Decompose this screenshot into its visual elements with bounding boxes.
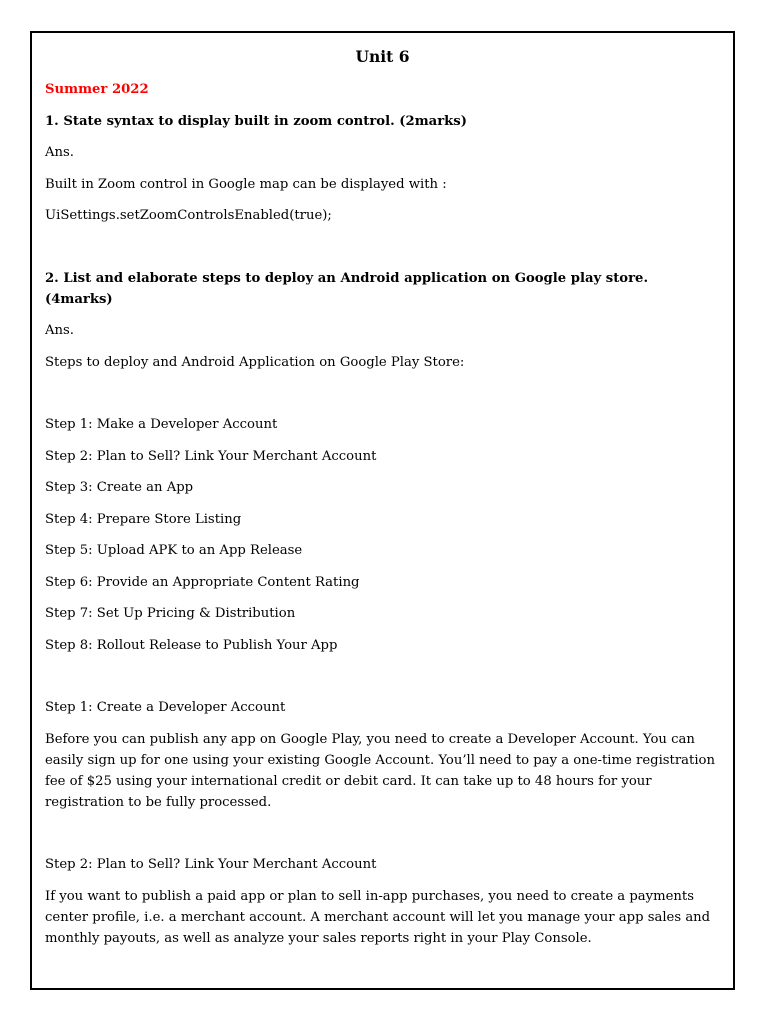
answer-label-1: Ans.: [45, 145, 74, 160]
spacer: [45, 823, 720, 854]
answer-1-code: UiSettings.setZoomControlsEnabled(true);: [45, 208, 332, 223]
question-1: 1. State syntax to display built in zoom control. (2marks): [45, 113, 467, 129]
answer-1-line-1: Built in Zoom control in Google map can be displayed with :: [45, 176, 447, 192]
question-2: 2. List and elaborate steps to deploy an Android application on Google play store. (4marks): [45, 270, 649, 307]
spacer: [45, 237, 720, 268]
list-item: Step 6: Provide an Appropriate Content Rating: [45, 574, 360, 590]
exam-session: Summer 2022: [45, 82, 149, 97]
step-1-heading: Step 1: Create a Developer Account: [45, 700, 286, 715]
document-body: [45, 46, 720, 959]
page-title: Unit 6: [355, 47, 410, 66]
step-2-heading: Step 2: Plan to Sell? Link Your Merchant Account: [45, 857, 377, 872]
spacer: [45, 666, 720, 697]
answer-2-intro: Steps to deploy and Android Application on Google Play Store:: [45, 354, 465, 370]
answer-label-2: Ans.: [45, 323, 74, 338]
list-item: Step 1: Make a Developer Account: [45, 417, 278, 432]
list-item: Step 8: Rollout Release to Publish Your App: [45, 637, 338, 653]
list-item: Step 4: Prepare Store Listing: [45, 511, 242, 527]
list-item: Step 3: Create an App: [45, 480, 194, 495]
list-item: Step 2: Plan to Sell? Link Your Merchant Account: [45, 448, 377, 464]
list-item: Step 5: Upload APK to an App Release: [45, 543, 303, 558]
spacer: [45, 383, 720, 414]
steps-list: [45, 414, 720, 656]
step-1-body: Before you can publish any app on Google Play, you need to create a Developer Account. You can easily sign up for one using your existing Google Account. You’ll need to pay a one-time registration fee of $25 using your international credit or debit card. It can take up to 48 hours for your registration to be fully processed.: [45, 731, 715, 810]
list-item: Step 7: Set Up Pricing & Distribution: [45, 606, 296, 621]
step-2-body: If you want to publish a paid app or plan to sell in-app purchases, you need to create a payments center profile, i.e. a merchant account. A merchant account will let you manage your app sales and monthly payouts, as well as analyze your sales reports right in your Play Console.: [45, 888, 711, 946]
